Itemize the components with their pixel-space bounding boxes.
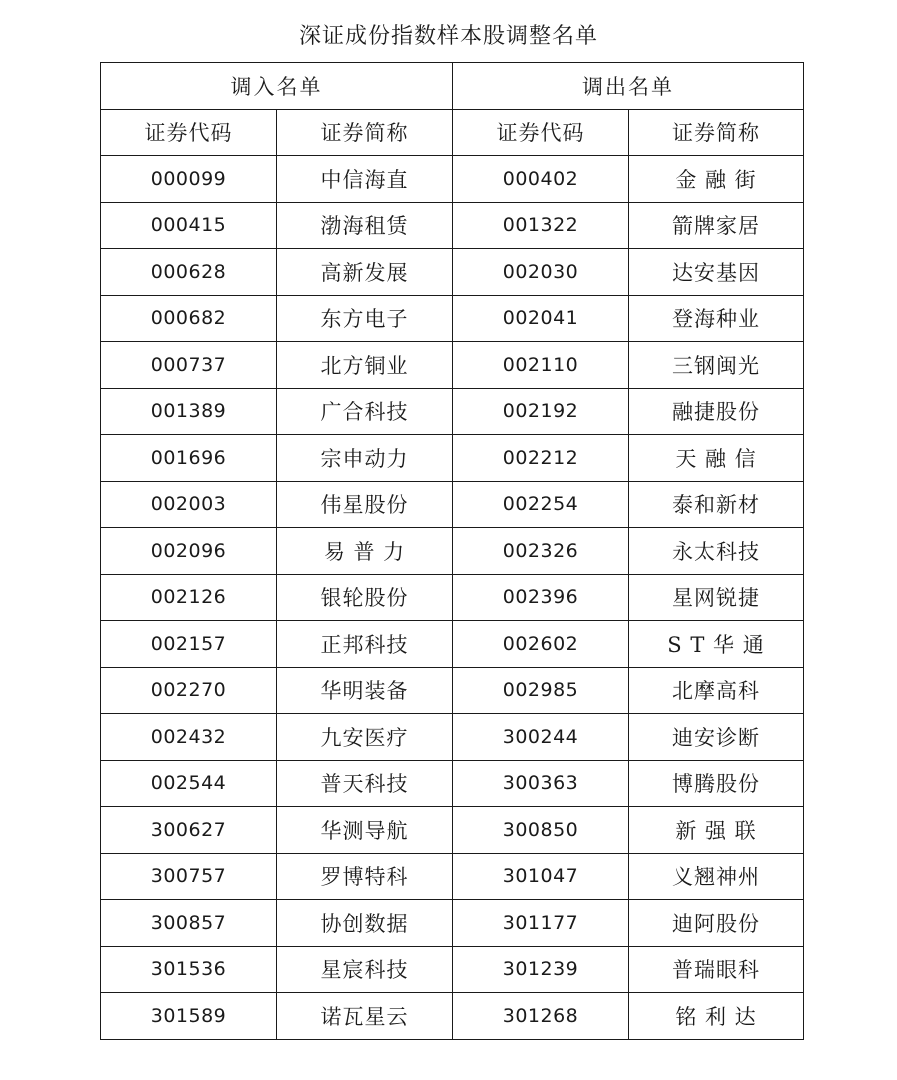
- out-code-cell: 002192: [453, 388, 629, 435]
- out-code-cell: 002396: [453, 574, 629, 621]
- group-header-in: 调入名单: [101, 63, 453, 110]
- table-row: [101, 528, 804, 575]
- in-name-cell: 诺瓦星云: [277, 993, 453, 1040]
- in-name-cell: 华测导航: [277, 807, 453, 854]
- column-header-out-code: 证券代码: [453, 109, 629, 156]
- in-name-cell: 星宸科技: [277, 946, 453, 993]
- table-row: [101, 249, 804, 296]
- out-name-cell: 新 强 联: [629, 807, 804, 854]
- in-name-cell: 普天科技: [277, 760, 453, 807]
- in-code-cell: 001389: [101, 388, 277, 435]
- in-code-cell: 002432: [101, 714, 277, 761]
- in-code-cell: 002003: [101, 481, 277, 528]
- adjustment-table: [100, 62, 804, 1040]
- out-name-cell: 普瑞眼科: [629, 946, 804, 993]
- out-code-cell: 301047: [453, 853, 629, 900]
- in-code-cell: 002126: [101, 574, 277, 621]
- table-row: [101, 667, 804, 714]
- in-code-cell: 001696: [101, 435, 277, 482]
- out-code-cell: 002110: [453, 342, 629, 389]
- in-name-cell: 北方铜业: [277, 342, 453, 389]
- out-name-cell: 箭牌家居: [629, 202, 804, 249]
- out-code-cell: 301239: [453, 946, 629, 993]
- in-code-cell: 002157: [101, 621, 277, 668]
- table-row: [101, 807, 804, 854]
- table-row: [101, 853, 804, 900]
- out-name-cell: 登海种业: [629, 295, 804, 342]
- in-name-cell: 协创数据: [277, 900, 453, 947]
- in-code-cell: 000628: [101, 249, 277, 296]
- table-row: [101, 621, 804, 668]
- column-header-out-name: 证券简称: [629, 109, 804, 156]
- in-name-cell: 广合科技: [277, 388, 453, 435]
- table-row: [101, 295, 804, 342]
- in-name-cell: 罗博特科: [277, 853, 453, 900]
- out-name-cell: 泰和新材: [629, 481, 804, 528]
- table-row: [101, 760, 804, 807]
- column-header-in-name: 证券简称: [277, 109, 453, 156]
- out-name-cell: 天 融 信: [629, 435, 804, 482]
- out-name-cell: 金 融 街: [629, 156, 804, 203]
- table-row: [101, 574, 804, 621]
- in-name-cell: 高新发展: [277, 249, 453, 296]
- table-row: [101, 714, 804, 761]
- out-code-cell: 002985: [453, 667, 629, 714]
- out-name-cell: 星网锐捷: [629, 574, 804, 621]
- in-code-cell: 000099: [101, 156, 277, 203]
- out-code-cell: 000402: [453, 156, 629, 203]
- out-name-cell: S T 华 通: [629, 621, 804, 668]
- in-name-cell: 东方电子: [277, 295, 453, 342]
- out-code-cell: 002326: [453, 528, 629, 575]
- in-name-cell: 易 普 力: [277, 528, 453, 575]
- out-name-cell: 融捷股份: [629, 388, 804, 435]
- in-name-cell: 宗申动力: [277, 435, 453, 482]
- table-row: [101, 900, 804, 947]
- in-code-cell: 300627: [101, 807, 277, 854]
- in-code-cell: 300857: [101, 900, 277, 947]
- in-name-cell: 银轮股份: [277, 574, 453, 621]
- out-name-cell: 博腾股份: [629, 760, 804, 807]
- in-name-cell: 中信海直: [277, 156, 453, 203]
- out-code-cell: 002602: [453, 621, 629, 668]
- table-row: [101, 993, 804, 1040]
- out-name-cell: 三钢闽光: [629, 342, 804, 389]
- table-row: [101, 481, 804, 528]
- in-name-cell: 渤海租赁: [277, 202, 453, 249]
- column-header-in-code: 证券代码: [101, 109, 277, 156]
- out-name-cell: 永太科技: [629, 528, 804, 575]
- out-code-cell: 001322: [453, 202, 629, 249]
- group-header-row: [101, 63, 804, 110]
- out-name-cell: 迪安诊断: [629, 714, 804, 761]
- out-code-cell: 300244: [453, 714, 629, 761]
- out-code-cell: 002041: [453, 295, 629, 342]
- in-name-cell: 华明装备: [277, 667, 453, 714]
- table-row: [101, 388, 804, 435]
- in-code-cell: 002096: [101, 528, 277, 575]
- out-name-cell: 义翘神州: [629, 853, 804, 900]
- in-code-cell: 301536: [101, 946, 277, 993]
- out-code-cell: 301268: [453, 993, 629, 1040]
- out-code-cell: 002212: [453, 435, 629, 482]
- table-row: [101, 946, 804, 993]
- in-code-cell: 301589: [101, 993, 277, 1040]
- in-code-cell: 000737: [101, 342, 277, 389]
- out-code-cell: 002254: [453, 481, 629, 528]
- out-name-cell: 北摩高科: [629, 667, 804, 714]
- out-code-cell: 002030: [453, 249, 629, 296]
- out-code-cell: 301177: [453, 900, 629, 947]
- out-code-cell: 300850: [453, 807, 629, 854]
- in-code-cell: 002270: [101, 667, 277, 714]
- in-name-cell: 伟星股份: [277, 481, 453, 528]
- out-code-cell: 300363: [453, 760, 629, 807]
- out-name-cell: 迪阿股份: [629, 900, 804, 947]
- document-title: 深证成份指数样本股调整名单: [298, 24, 598, 49]
- out-name-cell: 达安基因: [629, 249, 804, 296]
- group-header-out: 调出名单: [453, 63, 804, 110]
- in-name-cell: 正邦科技: [277, 621, 453, 668]
- in-code-cell: 002544: [101, 760, 277, 807]
- out-name-cell: 铭 利 达: [629, 993, 804, 1040]
- table-row: [101, 202, 804, 249]
- table-row: [101, 156, 804, 203]
- column-header-row: [101, 109, 804, 156]
- table-row: [101, 435, 804, 482]
- table-row: [101, 342, 804, 389]
- in-code-cell: 000682: [101, 295, 277, 342]
- in-code-cell: 300757: [101, 853, 277, 900]
- in-name-cell: 九安医疗: [277, 714, 453, 761]
- table-body: [101, 156, 804, 1040]
- in-code-cell: 000415: [101, 202, 277, 249]
